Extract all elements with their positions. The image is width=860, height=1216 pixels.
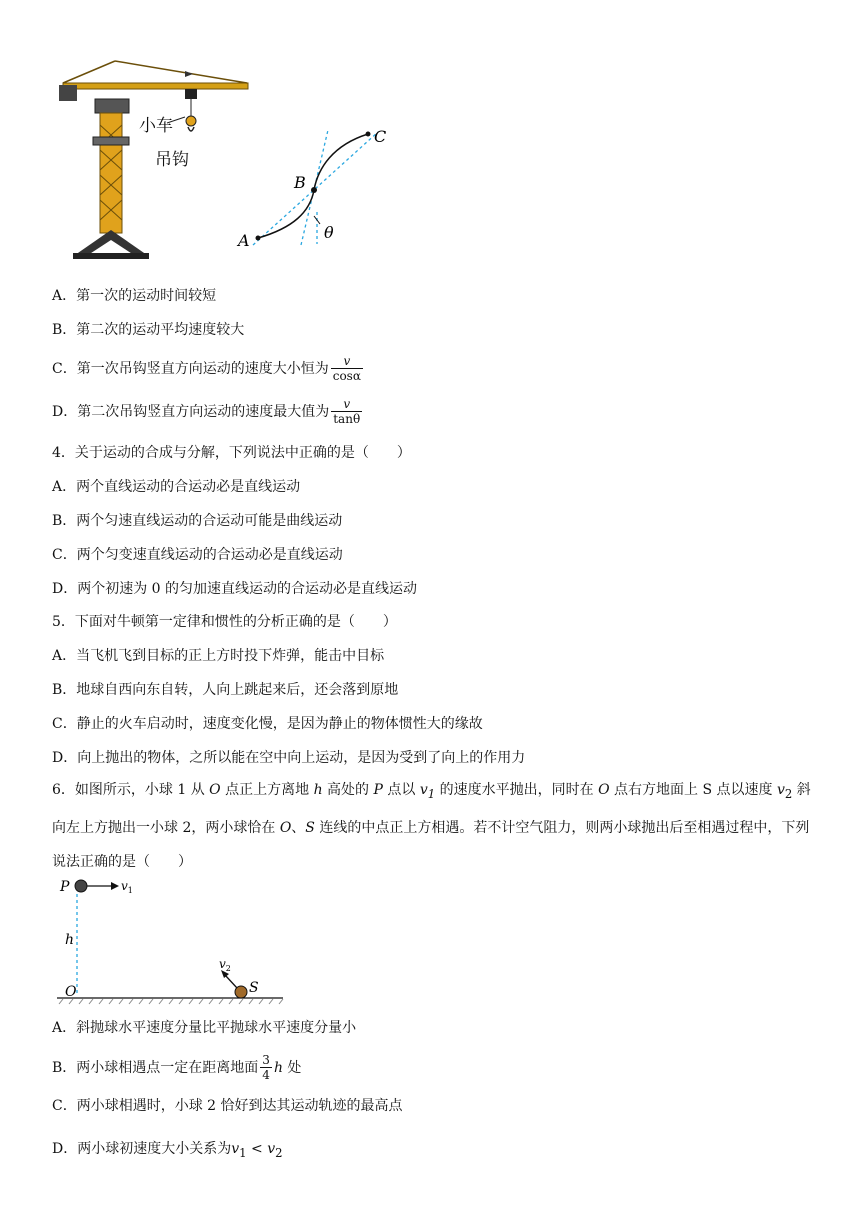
fraction-denominator: cosα [332, 369, 361, 383]
q4-option-c: C．两个匀变速直线运动的合运动必是直线运动 [52, 547, 343, 563]
option-text: 第二次的运动平均速度较大 [76, 322, 245, 338]
var-v2: v [267, 1141, 276, 1157]
less-than: < [246, 1141, 268, 1157]
q4-option-a: A．两个直线运动的合运动必是直线运动 [52, 479, 301, 495]
q5-stem: 5．下面对牛顿第一定律和惯性的分析正确的是（ ） [52, 614, 397, 630]
q3-option-d [52, 394, 364, 430]
fraction [331, 397, 362, 427]
fig-label-v2: $v_2$ [219, 957, 231, 973]
option-text: B．两小球相遇点一定在距离地面 [52, 1060, 259, 1076]
option-text: D．两小球初速度大小关系为 [52, 1141, 232, 1157]
fig-label-v1: $v_1$ [121, 879, 133, 895]
option-text: 处 [282, 1060, 302, 1076]
q6-var-p: P [373, 782, 383, 798]
option-text: 第一次吊钩竖直方向运动的速度大小恒为 [76, 361, 329, 377]
sub-2: 2 [275, 1145, 283, 1160]
q6-text: 点以 [382, 782, 420, 798]
q6-var-v2: v [776, 782, 785, 798]
fraction-numerator: v [331, 354, 363, 369]
q6-text: 6．如图所示，小球 1 从 [52, 782, 210, 798]
fig-label-O: O [65, 984, 77, 1000]
q6-var-v1: v [419, 782, 428, 798]
q6-text: 高处的 [322, 782, 374, 798]
q4-option-b: B．两个匀速直线运动的合运动可能是曲线运动 [52, 513, 343, 529]
trajectory-figure [228, 120, 398, 250]
q3-option-c [52, 351, 365, 387]
q6-sub-2: 2 [784, 786, 793, 801]
q6-var-o: O [209, 782, 221, 798]
label-B: B [294, 173, 306, 192]
sub-1: 1 [239, 1145, 247, 1160]
q3-option-b [52, 320, 244, 340]
q3-option-a [52, 286, 216, 306]
q6-text: 点正上方离地 [220, 782, 314, 798]
option-text: 第一次的运动时间较短 [76, 288, 217, 304]
q6-text: 、 [291, 819, 306, 836]
label-hook: 吊钩 [155, 150, 189, 170]
q6-text: 连线的中点正上方相遇。若不计空气阻力，则两小球抛出后至相遇过程中，下列说法正确的是（ ） [52, 819, 810, 870]
label-A: A [238, 231, 250, 250]
label-car: 小车 [139, 116, 173, 136]
fraction-numerator: v [331, 397, 362, 412]
fraction [260, 1053, 272, 1083]
q6-option-b [52, 1049, 301, 1087]
option-prefix: B． [52, 322, 77, 338]
q6-option-a: A．斜抛球水平速度分量比平抛球水平速度分量小 [52, 1020, 357, 1036]
fig-label-S: S [249, 980, 259, 996]
option-prefix: D． [52, 404, 78, 420]
fraction-denominator: 4 [262, 1068, 270, 1082]
option-text: 第二次吊钩竖直方向运动的速度最大值为 [77, 404, 330, 420]
q4-stem: 4．关于运动的合成与分解，下列说法中正确的是（ ） [52, 445, 411, 461]
q6-var-h: h [313, 782, 323, 798]
q4-option-d: D．两个初速为 0 的匀加速直线运动的合运动必是直线运动 [52, 581, 418, 597]
q6-text: 的速度水平抛出，同时在 [435, 782, 599, 798]
fraction [331, 354, 363, 384]
var-h: h [273, 1060, 283, 1076]
option-prefix: C． [52, 361, 77, 377]
projectile-figure [55, 872, 290, 1007]
fraction-denominator: tanθ [333, 412, 361, 426]
q6-sub-1: 1 [427, 786, 436, 801]
q6-text: 点右方地面上 S 点以速度 [609, 782, 777, 798]
crane-figure [55, 55, 250, 265]
q6-option-d [52, 1139, 283, 1163]
fraction-numerator: 3 [262, 1053, 270, 1067]
q6-option-c: C．两小球相遇时，小球 2 恰好到达其运动轨迹的最高点 [52, 1098, 403, 1114]
q5-option-d: D．向上抛出的物体，之所以能在空中向上运动，是因为受到了向上的作用力 [52, 750, 526, 766]
q6-var-o: O [279, 819, 292, 836]
q5-option-c: C．静止的火车启动时，速度变化慢，是因为静止的物体惯性大的缘故 [52, 716, 483, 732]
option-prefix: A． [52, 288, 77, 304]
label-C: C [374, 127, 387, 146]
fig-label-P: P [60, 879, 70, 895]
label-theta: θ [324, 223, 334, 242]
q6-text: 斜向左上方抛出一小球 2，两小球恰在 [52, 782, 811, 836]
var-v1: v [231, 1141, 240, 1157]
fig-label-h: h [65, 932, 75, 948]
q6-var-s: S [305, 819, 315, 836]
q5-option-b: B．地球自西向东自转，人向上跳起来后，还会落到原地 [52, 682, 399, 698]
q5-option-a: A．当飞机飞到目标的正上方时投下炸弹，能击中目标 [52, 648, 385, 664]
q6-stem [52, 773, 812, 879]
q6-var-o: O [598, 782, 610, 798]
